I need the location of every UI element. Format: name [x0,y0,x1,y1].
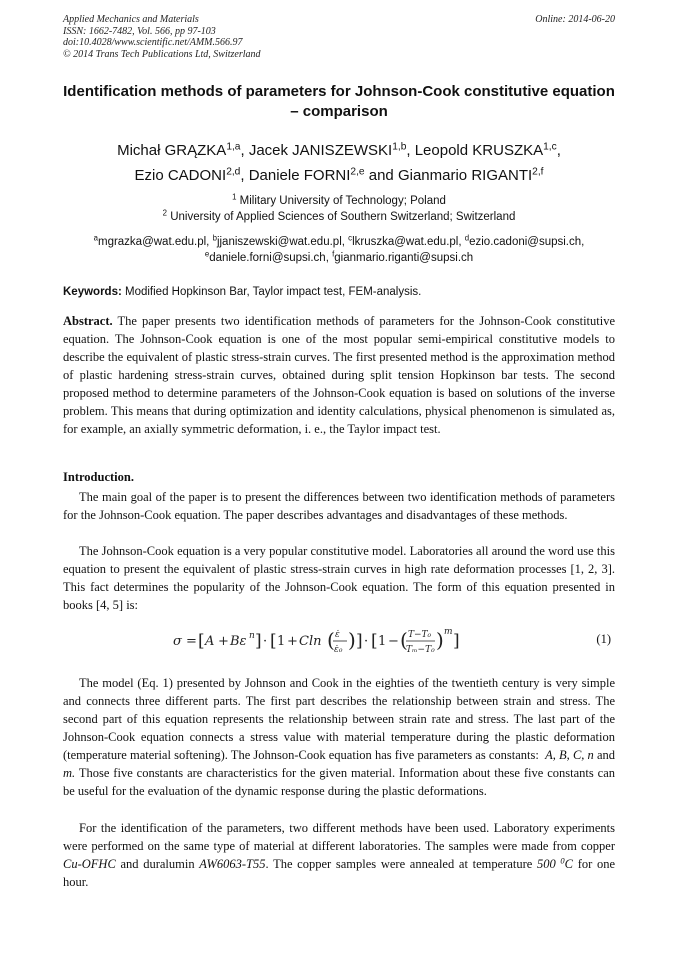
eq-sigma: σ [173,634,182,649]
p3-text-b: Those five constants are characteristics for the given material. Information about these five constants can be useful for the evaluation of the dynamic response during the plastic deformations. [63,766,615,798]
eq-epsdot: ε̇ [335,630,340,640]
eq-equals: = [186,634,197,649]
email-line-1 [40,234,638,250]
keywords-text: Modified Hopkinson Bar, Taylor impact test, FEM-analysis. [125,286,422,298]
journal-name: Applied Mechanics and Materials [63,14,199,25]
eq-bracket: [ [198,631,205,651]
doi-line: doi:10.4028/www.scientific.net/AMM.566.97 [63,37,243,48]
equation-formula [173,624,523,658]
p4-text-c: . The copper samples were annealed at temperature [265,857,533,871]
email-sup: f [332,249,335,259]
author-emails [40,234,638,266]
eq-T-T0: T−T₀ [408,630,432,640]
copyright-line: © 2014 Trans Tech Publications Ltd, Switzerland [63,48,261,60]
author-and: and [368,167,394,184]
affiliation-2 [40,209,638,225]
abstract-text: The paper presents two identification methods of parameters for the Johnson-Cook constitutive equation. The Johnson-Cook equation is one of the most popular semi-empirical constitutive models to describe the equivalent of plastic stress-strain curves. The first presented method is the approximation method of plastic hardening stress-strain curves, obtained during split tension Hopkinson bar tests. The second proposed method to determine parameters of the Johnson-Cook equation is based on solutions of the inverse problem. This means that during optimization and identity calculations, physical phenomenon is simulated as, for example, an axially symmetric deformation, i. e., the Taylor impact test. [63,314,616,436]
author-name: Daniele FORNI [248,167,351,184]
abstract [63,312,615,438]
eq-bracket: ] [255,631,262,651]
email-link[interactable]: mgrazka@wat.edu.pl, [97,236,210,248]
affiliations [40,193,638,225]
email-line-2 [40,250,638,266]
p4-text-d: for one hour. [63,857,616,889]
affiliation-text: Military University of Technology; Poland [239,195,446,207]
p4-text-b: and duralumin [120,857,195,871]
equation-number: (1) [596,632,611,646]
p3-parameters: A, B, C, n [545,748,594,762]
email-sup: b [212,233,217,243]
eq-plus: + [218,634,229,649]
p4-temp-value: 500 [536,857,556,871]
eq-dot: · [364,634,369,649]
affiliation-sup: 1 [232,192,237,202]
section-heading-introduction: Introduction. [63,470,134,484]
author-affil-sup: 1,b [392,141,407,153]
keywords-label: Keywords: [63,286,122,298]
intro-paragraph-2: The Johnson-Cook equation is a very popular constitutive model. Laboratories all around the word use this equation to present the equivalent of plastic stress-strain curves in high rate deformation processes [1, 2, 3]. This fact determines the popularity of the Johnson-Cook equation. The form of this equation presented in books [4, 5] is: [63,544,615,612]
email-sup: a [93,233,98,243]
author-affil-sup: 1,a [226,141,241,153]
author-name: Jacek JANISZEWSKI [248,142,393,159]
online-date: Online: 2014-06-20 [535,14,615,25]
p3-text-a: The model (Eq. 1) presented by Johnson and Cook in the eighties of the twentieth century is very simple and connects three different parts. The first part describes the relationship between strain and stress. The second part of this equation represents the relationship between strain rate and stress. The last part of the Johnson-Cook equation connects a stress value with material temperature during the plastic deformation (temperature material softening). The Johnson-Cook equation has five parameters as constants: [63,676,615,762]
author-name: Ezio CADONI [134,167,227,184]
eq-plus: + [287,634,298,649]
p3-and: and [596,748,616,762]
p4-copper: Cu-OFHC [63,857,116,871]
author-list: Michał GRĄZKA$^{1,a}$, Jacek JANISZEWSKI$^{1,b}$, Leopold KRUSZKA$^{1,c}$, Ezio CADONI$^{2,d}$, Daniele FORNI$^{2,e}$ and Gianmario RIGANTI$^{2,f}$ [117,141,561,184]
eq-Tm-T0: Tₘ−T₀ [406,645,435,655]
eq-paren: ( [400,628,408,652]
p4-temperature [537,857,573,871]
author-name: Gianmario RIGANTI [397,167,533,184]
eq-B-eps: Bε [230,634,247,649]
eq-Cln: Cln [299,634,322,649]
author-affil-sup: 2,e [350,166,365,178]
intro-paragraph-4 [63,819,615,891]
email-link[interactable]: ezio.cadoni@supsi.ch, [469,236,585,248]
email-link[interactable]: lkruszka@wat.edu.pl, [352,236,462,248]
author-name: Michał GRĄZKA [117,142,227,159]
eq-eps0: ε̇₀ [334,645,343,655]
eq-minus: − [388,634,399,649]
email-sup: c [348,233,353,243]
eq-exp-m: m [444,627,453,637]
eq-bracket: [ [371,631,378,651]
paper-title: Identification methods of parameters for Johnson-Cook constitutive equation – comparison [63,83,615,120]
eq-one: 1 [277,634,286,649]
eq-bracket: ] [453,631,460,651]
eq-paren: ) [348,628,356,652]
p3-parameter-m: m. [63,766,76,780]
author-affil-sup: 2,d [226,166,241,178]
email-sup: d [464,233,470,243]
affiliation-text: University of Applied Sciences of Southern Switzerland; Switzerland [170,211,516,223]
p4-duralumin: AW6063-T55 [199,857,266,871]
johnson-cook-equation [63,620,615,662]
eq-bracket: ] [356,631,363,651]
intro-paragraph-1: The main goal of the paper is to present the differences between two identification methods of parameters for the Johnson-Cook equation. The paper describes advantages and disadvantages of these methods. [63,490,615,522]
eq-A: A [205,634,215,649]
p4-unit: C [564,857,574,871]
author-affil-sup: 2,f [532,166,544,178]
eq-one: 1 [378,634,387,649]
author-affil-sup: 1,c [543,141,557,153]
email-link[interactable]: gianmario.riganti@supsi.ch [334,252,474,264]
author-name: Leopold KRUSZKA [414,142,544,159]
keywords [63,285,615,299]
eq-paren: ) [436,628,444,652]
eq-exp-n: n [249,631,255,641]
issn-line: ISSN: 1662-7482, Vol. 566, pp 97-103 [63,25,216,37]
p4-text-a: For the identification of the parameters, two different methods have been used. Laboratory experiments were performed on the same type of material at different laboratories. The samples were made from copper [63,821,615,853]
email-link[interactable]: daniele.forni@supsi.ch, [209,252,329,264]
journal-header [63,14,261,60]
affiliation-sup: 2 [162,208,167,218]
eq-dot: · [263,634,268,649]
p4-degree: 0 [560,855,565,866]
eq-bracket: [ [270,631,277,651]
eq-paren: ( [327,628,335,652]
email-sup: e [204,249,210,259]
affiliation-1 [40,193,638,209]
intro-paragraph-3 [63,674,615,800]
email-link[interactable]: jjaniszewski@wat.edu.pl, [216,236,345,248]
abstract-label: Abstract. [63,314,113,328]
